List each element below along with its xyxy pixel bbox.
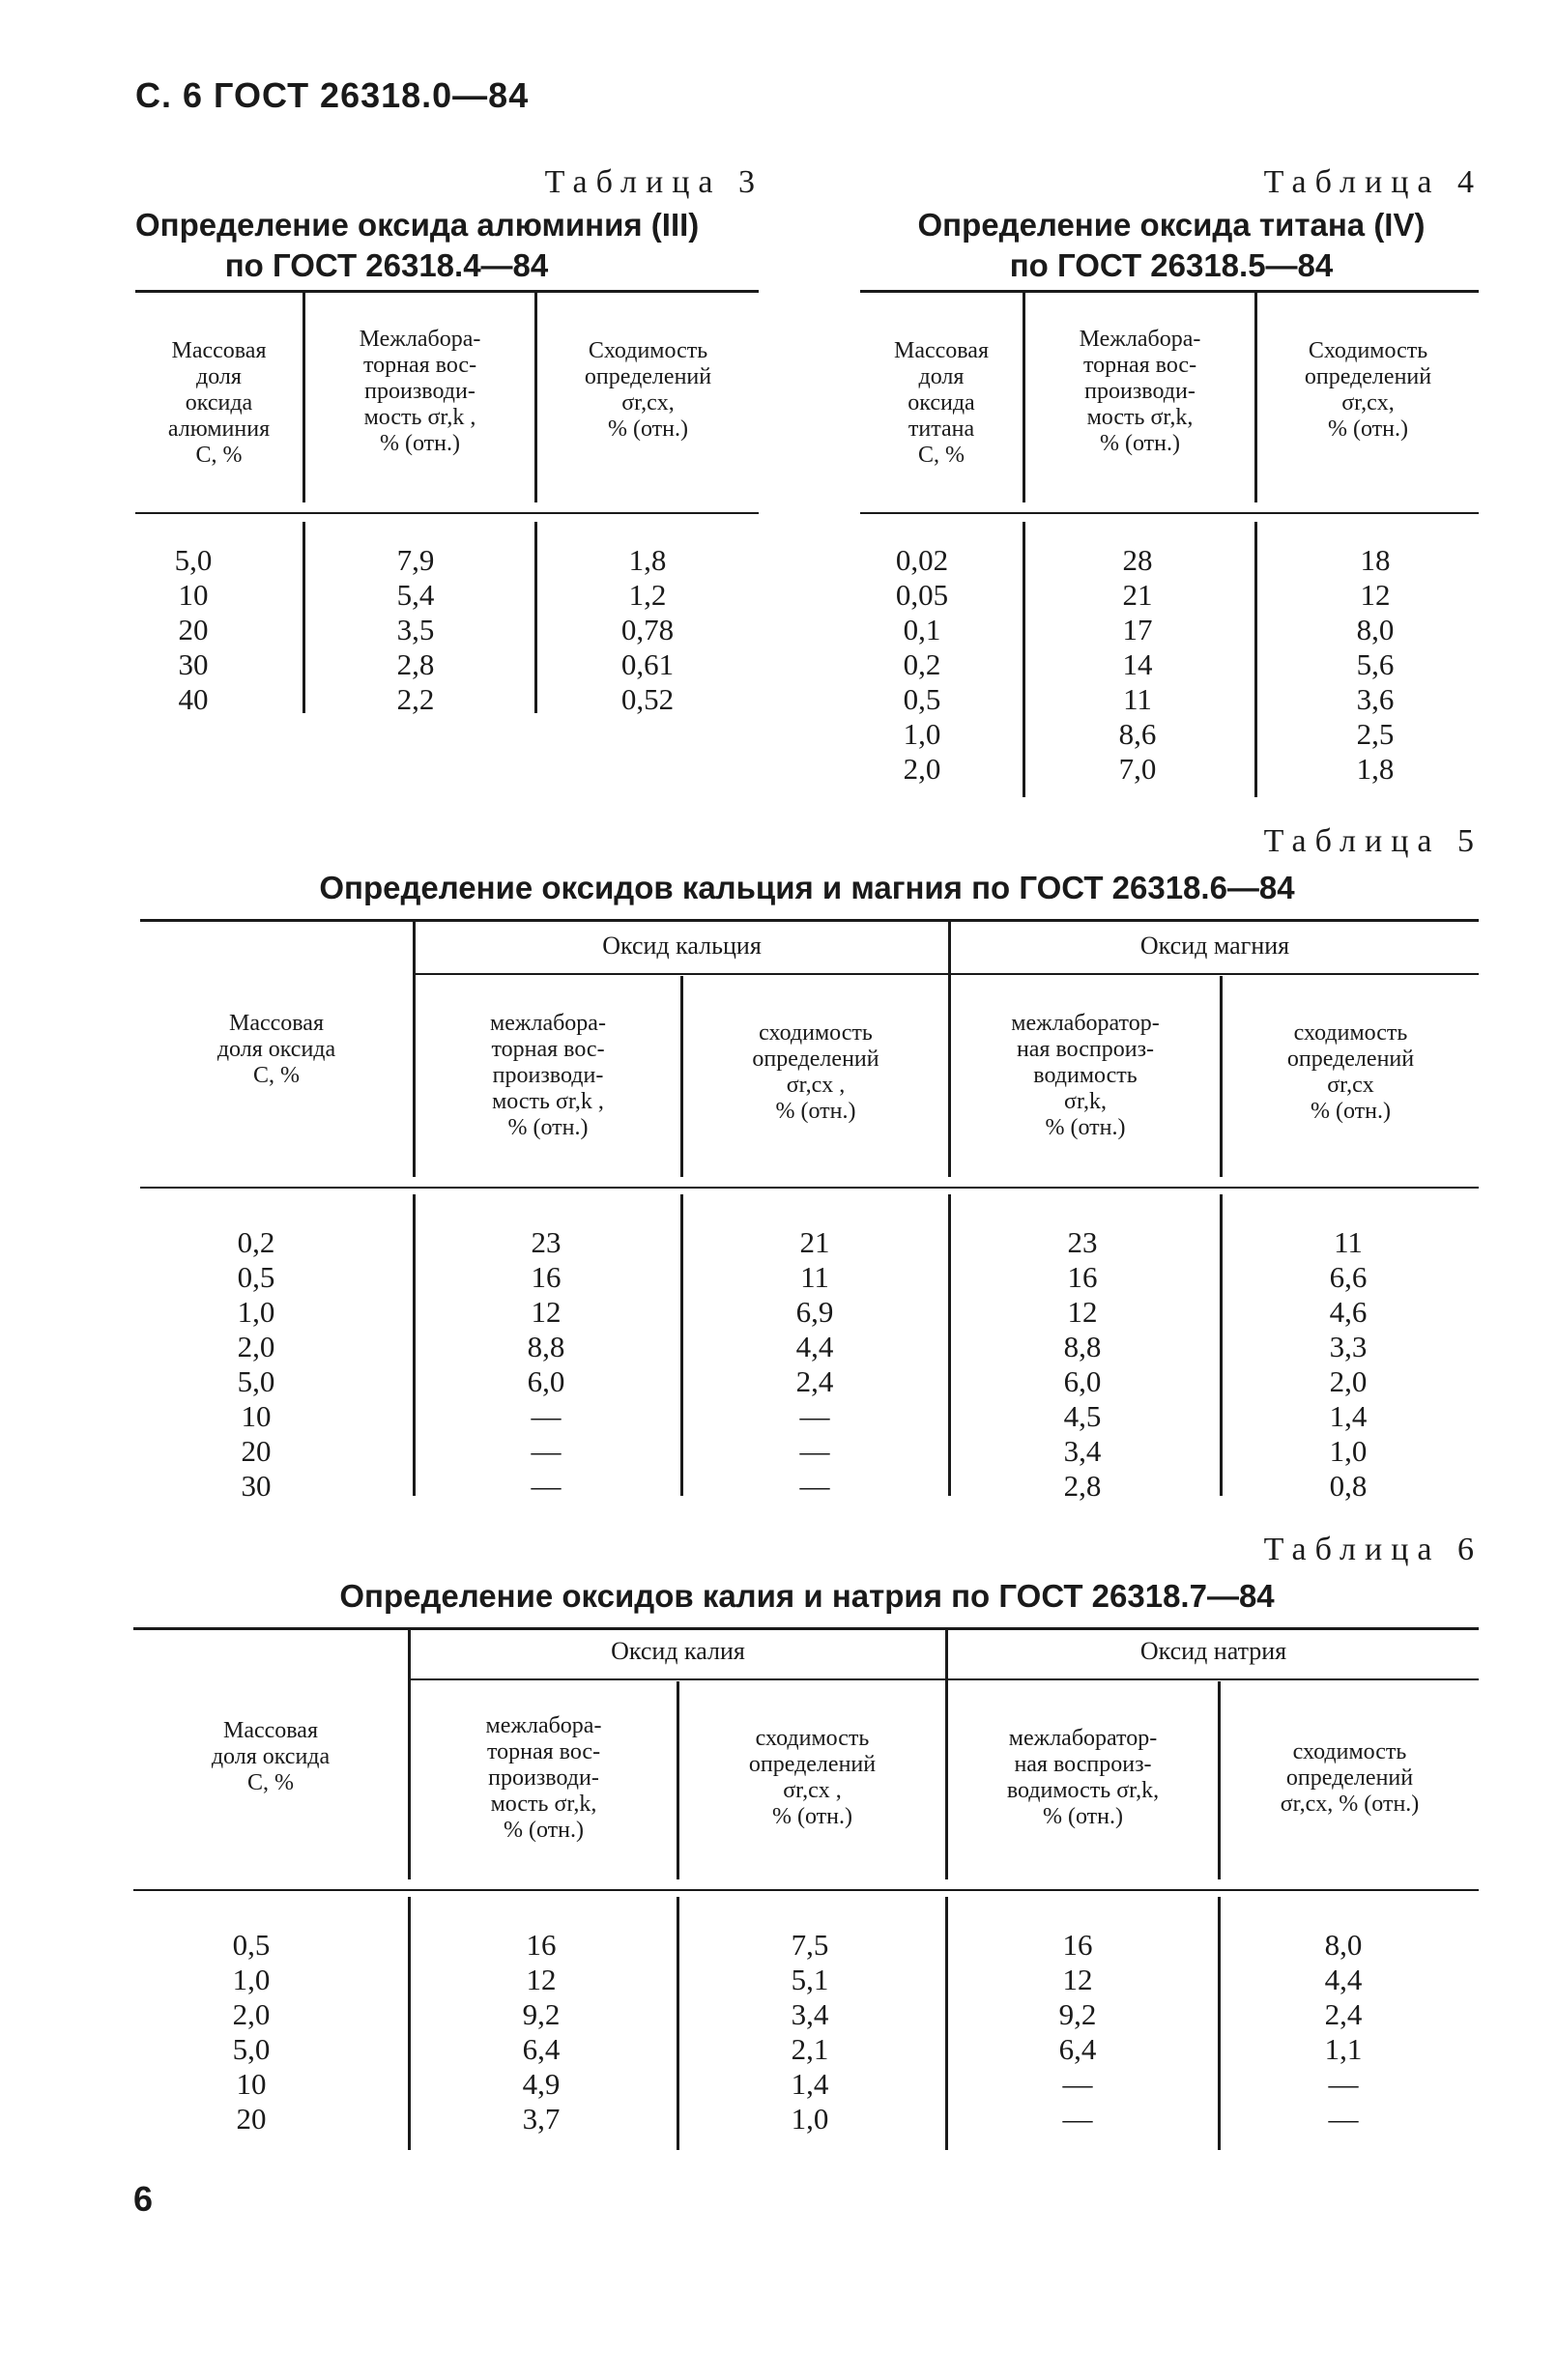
table-3-header-repeatability: Сходимость определений σr,cx, % (отн.) <box>584 338 712 442</box>
table-cell: 2,2 <box>396 682 435 716</box>
table-cell: 8,8 <box>527 1330 565 1363</box>
table-5-top-rule <box>140 919 1479 922</box>
table-6-column-sodium-reproducibility <box>1020 1928 1136 2136</box>
table-cell: 1,0 <box>232 1963 271 1996</box>
table-cell: 5,1 <box>791 1963 829 1996</box>
table-cell: 4,5 <box>1063 1399 1102 1433</box>
table-cell: 16 <box>1062 1928 1093 1962</box>
table-5-column-magnesium-repeatability <box>1290 1225 1406 1504</box>
table-5-column-calcium-reproducibility <box>488 1225 604 1504</box>
table-cell: 12 <box>526 1963 557 1996</box>
table-3-header-reproducibility: Межлабора- торная вос- производи- мость σr,k , % (отн.) <box>359 327 481 456</box>
table-cell: 16 <box>526 1928 557 1962</box>
table-5-group-magnesium-oxide: Оксид магния <box>1139 932 1290 960</box>
table-6-col-divider <box>408 1897 411 2150</box>
table-cell: 11 <box>800 1260 829 1294</box>
table-cell: 12 <box>1067 1295 1098 1329</box>
table-cell: 23 <box>1067 1225 1098 1259</box>
table-6-group-sodium-oxide: Оксид натрия <box>1139 1637 1287 1665</box>
table-cell: 3,6 <box>1356 682 1395 716</box>
table-cell: 4,6 <box>1329 1295 1368 1329</box>
table-cell: 14 <box>1122 647 1153 681</box>
table-5-column-mass-fraction <box>198 1225 314 1504</box>
table-cell: 10 <box>241 1399 272 1433</box>
table-cell: 11 <box>1334 1225 1363 1259</box>
table-6-top-rule <box>133 1627 1479 1630</box>
table-cell: 12 <box>531 1295 562 1329</box>
table-4-number: Таблица 4 <box>1263 164 1483 200</box>
table-cell: 11 <box>1123 682 1152 716</box>
table-5-column-calcium-repeatability <box>757 1225 873 1504</box>
table-cell: 2,1 <box>791 2032 829 2066</box>
table-4-header-rule <box>860 512 1479 514</box>
table-6-number: Таблица 6 <box>1263 1532 1483 1567</box>
table-cell: 21 <box>1122 578 1153 612</box>
table-6-header-sodium-reproducibility: межлаборатор- ная воспроиз- водимость σr,k, % (отн.) <box>1006 1726 1160 1829</box>
table-cell: 2,0 <box>232 1997 271 2031</box>
table-cell: 5,6 <box>1356 647 1395 681</box>
table-cell: 4,4 <box>1324 1963 1363 1996</box>
table-cell: 18 <box>1360 543 1391 577</box>
table-cell: 7,9 <box>396 543 435 577</box>
table-cell: — <box>531 1469 562 1503</box>
table-6-column-potassium-reproducibility <box>483 1928 599 2136</box>
table-cell: 12 <box>1062 1963 1093 1996</box>
table-cell: 2,5 <box>1356 717 1395 751</box>
table-cell: 1,0 <box>1329 1434 1368 1468</box>
table-cell: 3,4 <box>1063 1434 1102 1468</box>
table-cell: 2,0 <box>903 752 941 786</box>
table-6-header-sodium-repeatability: сходимость определений σr,cx, % (отн.) <box>1280 1739 1420 1817</box>
table-5-header-magnesium-reproducibility: межлаборатор- ная воспроиз- водимость σr,k, % (отн.) <box>1011 1011 1160 1140</box>
table-cell: — <box>1062 2102 1093 2136</box>
table-cell: 0,52 <box>620 682 675 716</box>
table-cell: 1,8 <box>1356 752 1395 786</box>
table-cell: 20 <box>236 2102 267 2136</box>
table-4-header-repeatability: Сходимость определений σr,cx, % (отн.) <box>1304 338 1432 442</box>
table-cell: 1,0 <box>237 1295 275 1329</box>
table-6-col-divider <box>677 1897 679 2150</box>
table-4-title: Определение оксида титана (IV) по ГОСТ 26318.5—84 <box>917 207 1426 283</box>
table-cell: 2,4 <box>795 1364 834 1398</box>
table-6-title: Определение оксидов калия и натрия по ГОСТ 26318.7—84 <box>339 1578 1275 1614</box>
table-cell: — <box>1062 2067 1093 2101</box>
table-6-header-rule <box>133 1889 1479 1891</box>
table-5-col-divider <box>948 1194 951 1496</box>
table-cell: 17 <box>1122 613 1153 646</box>
table-cell: 5,0 <box>237 1364 275 1398</box>
table-cell: 1,0 <box>791 2102 829 2136</box>
table-cell: — <box>1328 2102 1359 2136</box>
table-cell: 1,8 <box>628 543 667 577</box>
table-cell: 10 <box>178 578 209 612</box>
table-6-col-divider <box>1218 1897 1221 2150</box>
table-3-col-divider <box>534 522 537 713</box>
table-5-col-divider <box>680 1194 683 1496</box>
table-cell: — <box>799 1434 830 1468</box>
table-5-column-magnesium-reproducibility <box>1024 1225 1140 1504</box>
table-cell: 4,9 <box>522 2067 561 2101</box>
table-6-column-sodium-repeatability <box>1285 1928 1401 2136</box>
table-3-top-rule <box>135 290 759 293</box>
table-cell: 40 <box>178 682 209 716</box>
table-cell: 3,4 <box>791 1997 829 2031</box>
table-cell: 2,8 <box>396 647 435 681</box>
table-cell: 8,6 <box>1118 717 1157 751</box>
table-cell: 0,2 <box>237 1225 275 1259</box>
table-cell: 30 <box>241 1469 272 1503</box>
table-6-col-divider <box>945 1897 948 2150</box>
table-4-column-repeatability <box>1317 543 1433 787</box>
table-cell: 0,61 <box>620 647 675 681</box>
table-cell: 9,2 <box>522 1997 561 2031</box>
table-5-header-magnesium-repeatability: сходимость определений σr,cx % (отн.) <box>1286 1020 1415 1124</box>
table-3-column-reproducibility <box>358 543 474 717</box>
table-6-header-potassium-repeatability: сходимость определений σr,cx , % (отн.) <box>748 1726 877 1829</box>
table-5-title: Определение оксидов кальция и магния по ГОСТ 26318.6—84 <box>319 870 1295 905</box>
table-cell: 0,5 <box>903 682 941 716</box>
table-cell: 0,8 <box>1329 1469 1368 1503</box>
table-3-column-mass-fraction <box>135 543 251 717</box>
table-cell: — <box>531 1434 562 1468</box>
table-5-col-divider <box>1220 1194 1223 1496</box>
table-cell: 16 <box>531 1260 562 1294</box>
table-4-header-mass-fraction: Массовая доля оксида титана C, % <box>893 338 989 468</box>
table-cell: 3,3 <box>1329 1330 1368 1363</box>
table-6-group-potassium-oxide: Оксид калия <box>611 1637 745 1665</box>
table-3-col-divider <box>303 522 305 713</box>
table-5-header-mass-fraction: Массовая доля оксида C, % <box>216 1011 336 1088</box>
table-6-column-mass-fraction <box>193 1928 309 2136</box>
table-cell: 0,5 <box>232 1928 271 1962</box>
table-cell: 8,0 <box>1324 1928 1363 1962</box>
table-cell: 6,4 <box>1058 2032 1097 2066</box>
table-4-column-mass-fraction <box>864 543 980 787</box>
table-5-number: Таблица 5 <box>1263 823 1483 859</box>
table-3-column-repeatability <box>590 543 706 717</box>
table-cell: 0,1 <box>903 613 941 646</box>
table-cell: 6,0 <box>527 1364 565 1398</box>
table-5-header-calcium-repeatability: сходимость определений σr,cx , % (отн.) <box>752 1020 879 1124</box>
table-cell: 16 <box>1067 1260 1098 1294</box>
table-cell: 5,0 <box>174 543 213 577</box>
table-3-title: Определение оксида алюминия (III) по ГОСТ 26318.4—84 <box>135 207 700 283</box>
table-cell: 20 <box>178 613 209 646</box>
table-cell: 0,78 <box>620 613 675 646</box>
table-cell: 21 <box>799 1225 830 1259</box>
table-4-header-reproducibility: Межлабора- торная вос- производи- мость σr,k, % (отн.) <box>1079 327 1201 456</box>
table-cell: 23 <box>531 1225 562 1259</box>
table-cell: — <box>1328 2067 1359 2101</box>
table-cell: 10 <box>236 2067 267 2101</box>
table-cell: 1,4 <box>791 2067 829 2101</box>
table-cell: 6,4 <box>522 2032 561 2066</box>
running-head: С. 6 ГОСТ 26318.0—84 <box>135 75 530 115</box>
table-cell: 30 <box>178 647 209 681</box>
table-3-number: Таблица 3 <box>544 164 764 200</box>
table-4-column-reproducibility <box>1080 543 1196 787</box>
table-cell: 9,2 <box>1058 1997 1097 2031</box>
table-cell: 2,0 <box>1329 1364 1368 1398</box>
table-cell: 0,05 <box>895 578 949 612</box>
table-cell: 8,0 <box>1356 613 1395 646</box>
table-cell: 1,4 <box>1329 1399 1368 1433</box>
table-cell: — <box>531 1399 562 1433</box>
page-number: 6 <box>133 2179 154 2219</box>
table-cell: 6,9 <box>795 1295 834 1329</box>
table-4-top-rule <box>860 290 1479 293</box>
table-cell: 7,0 <box>1118 752 1157 786</box>
table-cell: 0,02 <box>895 543 949 577</box>
table-cell: 6,6 <box>1329 1260 1368 1294</box>
table-cell: 7,5 <box>791 1928 829 1962</box>
table-cell: 2,8 <box>1063 1469 1102 1503</box>
table-cell: 5,0 <box>232 2032 271 2066</box>
table-cell: 0,5 <box>237 1260 275 1294</box>
table-5-group-rule <box>416 973 1479 975</box>
table-cell: 4,4 <box>795 1330 834 1363</box>
table-cell: 12 <box>1360 578 1391 612</box>
table-3-header-mass-fraction: Массовая доля оксида алюминия C, % <box>167 338 271 468</box>
table-cell: — <box>799 1399 830 1433</box>
table-5-header-rule <box>140 1187 1479 1189</box>
table-cell: 5,4 <box>396 578 435 612</box>
table-3-header-rule <box>135 512 759 514</box>
table-cell: 1,0 <box>903 717 941 751</box>
table-6-column-potassium-repeatability <box>752 1928 868 2136</box>
table-cell: 6,0 <box>1063 1364 1102 1398</box>
table-cell: 3,7 <box>522 2102 561 2136</box>
table-cell: — <box>799 1469 830 1503</box>
table-cell: 20 <box>241 1434 272 1468</box>
table-6-header-potassium-reproducibility: межлабора- торная вос- производи- мость σr,k, % (отн.) <box>485 1713 602 1843</box>
table-4-col-divider <box>1254 522 1257 797</box>
table-cell: 1,2 <box>628 578 667 612</box>
table-cell: 0,2 <box>903 647 941 681</box>
table-cell: 2,4 <box>1324 1997 1363 2031</box>
table-cell: 3,5 <box>396 613 435 646</box>
table-5-header-calcium-reproducibility: межлабора- торная вос- производи- мость σr,k , % (отн.) <box>490 1011 606 1140</box>
table-5-col-divider <box>413 1194 416 1496</box>
table-cell: 1,1 <box>1324 2032 1363 2066</box>
table-4-col-divider <box>1023 522 1025 797</box>
table-cell: 8,8 <box>1063 1330 1102 1363</box>
table-cell: 28 <box>1122 543 1153 577</box>
table-5-group-calcium-oxide: Оксид кальция <box>602 932 762 960</box>
table-6-header-mass-fraction: Массовая доля оксида C, % <box>211 1718 331 1795</box>
table-cell: 2,0 <box>237 1330 275 1363</box>
